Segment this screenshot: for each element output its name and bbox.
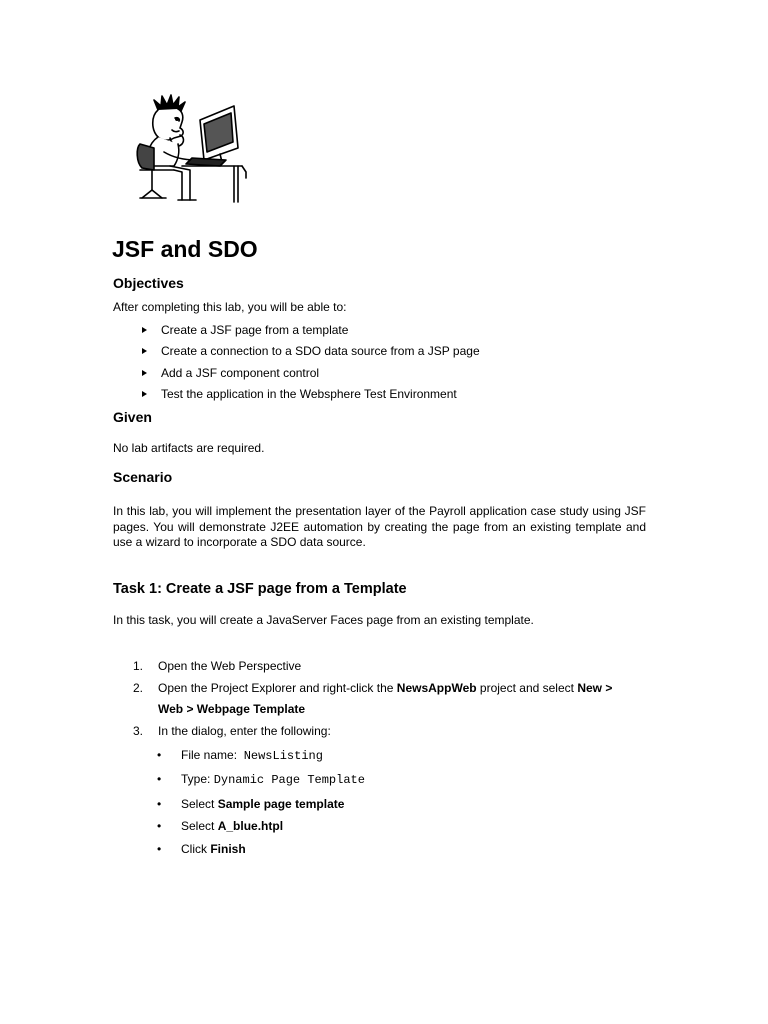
arrow-right-icon — [142, 327, 147, 333]
menu-path: New > — [577, 681, 613, 695]
finish-instruction: Finish — [210, 842, 246, 856]
scenario-heading: Scenario — [113, 469, 173, 485]
task1-intro: In this task, you will create a JavaServer Faces page from an existing template. — [113, 613, 534, 627]
template-choice: Sample page template — [217, 797, 345, 811]
arrow-right-icon — [142, 370, 147, 376]
step-item: 3. In the dialog, enter the following: — [133, 724, 331, 738]
person-at-computer-illustration — [134, 94, 250, 204]
menu-path-continued: Web > Webpage Template — [158, 702, 306, 716]
scenario-text: In this lab, you will implement the presentation layer of the Payroll application case study using JSF pages. You will demonstrate J2EE automation by creating the page from an existing template and use a wizard to incorporate a SDO data source. — [113, 504, 646, 549]
given-heading: Given — [113, 409, 152, 425]
project-name: NewsAppWeb — [396, 681, 477, 695]
objective-item: Add a JSF component control — [142, 365, 319, 381]
sub-item: • Select A_blue.htpl — [157, 819, 284, 833]
document-title: JSF and SDO — [112, 236, 258, 262]
arrow-right-icon — [142, 391, 147, 397]
objectives-heading: Objectives — [113, 275, 184, 291]
sub-item: • File name: NewsListing — [157, 748, 323, 763]
sub-item: • Type: Dynamic Page Template — [157, 772, 365, 787]
step-item: 2. Open the Project Explorer and right-click the NewsAppWeb project and select New > Web > Webpage Template — [133, 681, 613, 716]
sub-item: • Select Sample page template — [157, 797, 345, 811]
type-value: Dynamic Page Template — [213, 773, 365, 787]
objectives-intro: After completing this lab, you will be able to: — [113, 300, 347, 314]
sub-item: • Click Finish — [157, 842, 246, 856]
task1-heading: Task 1: Create a JSF page from a Template — [113, 581, 407, 597]
step-item: 1. Open the Web Perspective — [133, 659, 302, 673]
objective-item: Test the application in the Websphere Test Environment — [142, 386, 457, 402]
objective-item: Create a JSF page from a template — [142, 322, 348, 338]
objective-item: Create a connection to a SDO data source from a JSP page — [142, 343, 480, 359]
arrow-right-icon — [142, 348, 147, 354]
given-text: No lab artifacts are required. — [113, 441, 265, 455]
template-file-choice: A_blue.htpl — [217, 819, 284, 833]
file-name-value: NewsListing — [243, 749, 323, 763]
